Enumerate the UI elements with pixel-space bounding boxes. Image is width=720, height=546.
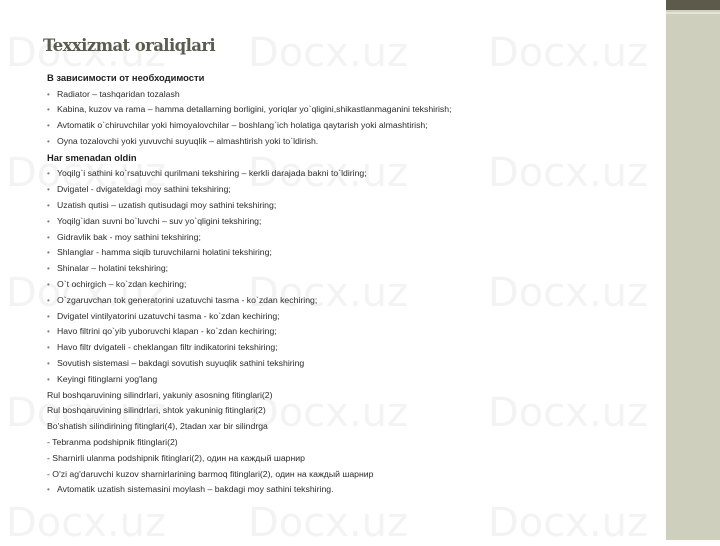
row-text: O`t ochirgich – ko`zdan kechiring;	[57, 278, 187, 289]
bullet-item	[47, 277, 662, 293]
row-text: Dvigatel vintilyatorini uzatuvchi tasma - ko`zdan kechiring;	[57, 310, 280, 321]
bullet-icon: •	[47, 311, 50, 321]
bullet-item	[47, 245, 662, 261]
bullet-icon: •	[47, 121, 50, 131]
bullet-icon: •	[47, 105, 50, 115]
row-text: Dvigatel - dvigateldagi moy sathini tekshiring;	[57, 184, 231, 195]
section-heading	[47, 150, 662, 167]
sidebar-divider	[666, 12, 720, 14]
row-text: Rul boshqaruvining silindrlari, shtok yakuninig fitinglari(2)	[47, 405, 266, 416]
bullet-icon: •	[47, 327, 50, 337]
row-text: Har smenadan oldin	[47, 151, 137, 163]
text-line	[47, 435, 662, 451]
bullet-item	[47, 118, 662, 134]
row-text: Havo filtrini qo`yib yuboruvchi klapan - ko`zdan kechiring;	[57, 326, 277, 337]
bullet-icon: •	[47, 485, 50, 495]
bullet-icon: •	[47, 248, 50, 258]
row-text: Radiator – tashqaridan tozalash	[57, 88, 180, 99]
slide-title: Texxizmat oraliqlari	[43, 36, 216, 55]
bullet-item	[47, 166, 662, 182]
bullet-icon: •	[47, 169, 50, 179]
bullet-item	[47, 182, 662, 198]
bullet-item	[47, 230, 662, 246]
row-text: Yoqilg`i sathini ko`rsatuvchi qurilmani tekshiring – kerkli darajada bakni to`ldiring;	[57, 168, 367, 179]
section-heading	[47, 70, 662, 87]
bullet-icon: •	[47, 232, 50, 242]
bullet-item	[47, 134, 662, 150]
decorative-sidebar	[666, 0, 720, 540]
row-text: Avtomatik o`chiruvchilar yoki himoyalovchilar – boshlang`ich holatiga qaytarish yoki almashtirish;	[57, 120, 428, 131]
row-text: Uzatish qutisi – uzatish qutisudagi moy sathini tekshiring;	[57, 199, 277, 210]
sidebar-top-bar	[666, 0, 720, 10]
bullet-icon: •	[47, 343, 50, 353]
bullet-item	[47, 87, 662, 103]
bullet-icon: •	[47, 279, 50, 289]
bullet-item	[47, 372, 662, 388]
row-text: - O'zi ag'daruvchi kuzov sharnirlarining barmoq fitinglari(2), один на каждый шарнир	[47, 468, 374, 479]
watermark-text	[248, 500, 408, 546]
bullet-icon: •	[47, 358, 50, 368]
row-text: Yoqilg`idan suvni bo`luvchi – suv yo`qligini tekshiring;	[57, 215, 262, 226]
watermark-text	[6, 500, 166, 546]
row-text: Havo filtr dvigateli - cheklangan filtr indikatorini tekshiring;	[57, 342, 278, 353]
slide-content	[47, 70, 662, 498]
bullet-icon: •	[47, 185, 50, 195]
row-text: Rul boshqaruvining silindrlari, yakuniy asosning fitinglari(2)	[47, 389, 273, 400]
text-line	[47, 388, 662, 404]
row-text: Keyingi fitinglarni yog'lang	[57, 373, 158, 384]
bullet-item	[47, 198, 662, 214]
bullet-icon: •	[47, 200, 50, 210]
row-text: - Sharnirli ulanma podshipnik fitinglari(2), один на каждый шарнир	[47, 452, 305, 463]
bullet-icon: •	[47, 216, 50, 226]
row-text: Avtomatik uzatish sistemasini moylash – bakdagi moy sathini tekshiring.	[57, 484, 334, 495]
bullet-item	[47, 340, 662, 356]
row-text: Oyna tozalovchi yoki yuvuvchi suyuqlik – almashtirish yoki to`ldirish.	[57, 135, 319, 146]
row-text: O`zgaruvchan tok generatorini uzatuvchi tasma - ko`zdan kechiring;	[57, 294, 318, 305]
bullet-item	[47, 356, 662, 372]
bullet-item	[47, 293, 662, 309]
bullet-item	[47, 102, 662, 118]
bullet-item	[47, 482, 662, 498]
row-text: Gidravlik bak - moy sathini tekshiring;	[57, 231, 201, 242]
row-text: Shinalar – holatini tekshiring;	[57, 263, 169, 274]
bullet-item	[47, 324, 662, 340]
bullet-icon: •	[47, 264, 50, 274]
row-text: В зависимости от необходимости	[47, 72, 205, 83]
bullet-icon: •	[47, 374, 50, 384]
bullet-icon: •	[47, 136, 50, 146]
bullet-item	[47, 214, 662, 230]
watermark-text	[488, 500, 648, 546]
text-line	[47, 419, 662, 435]
bullet-icon: •	[47, 295, 50, 305]
row-text: Shlanglar - hamma siqib turuvchilarni holatini tekshiring;	[57, 247, 272, 258]
row-text: - Tebranma podshipnik fitinglari(2)	[47, 436, 178, 447]
bullet-item	[47, 309, 662, 325]
bullet-icon: •	[47, 89, 50, 99]
text-line	[47, 467, 662, 483]
row-text: Bo'shatish silindirining fitinglari(4), 2tadan xar bir silindrga	[47, 421, 268, 432]
row-text: Kabina, kuzov va rama – hamma detallarning borligini, yoriqlar yo`qligini,shikastlanmaganini tekshirish;	[57, 104, 452, 115]
text-line	[47, 403, 662, 419]
bullet-item	[47, 261, 662, 277]
text-line	[47, 451, 662, 467]
row-text: Sovutish sistemasi – bakdagi sovutish suyuqlik sathini tekshiring	[57, 357, 305, 368]
